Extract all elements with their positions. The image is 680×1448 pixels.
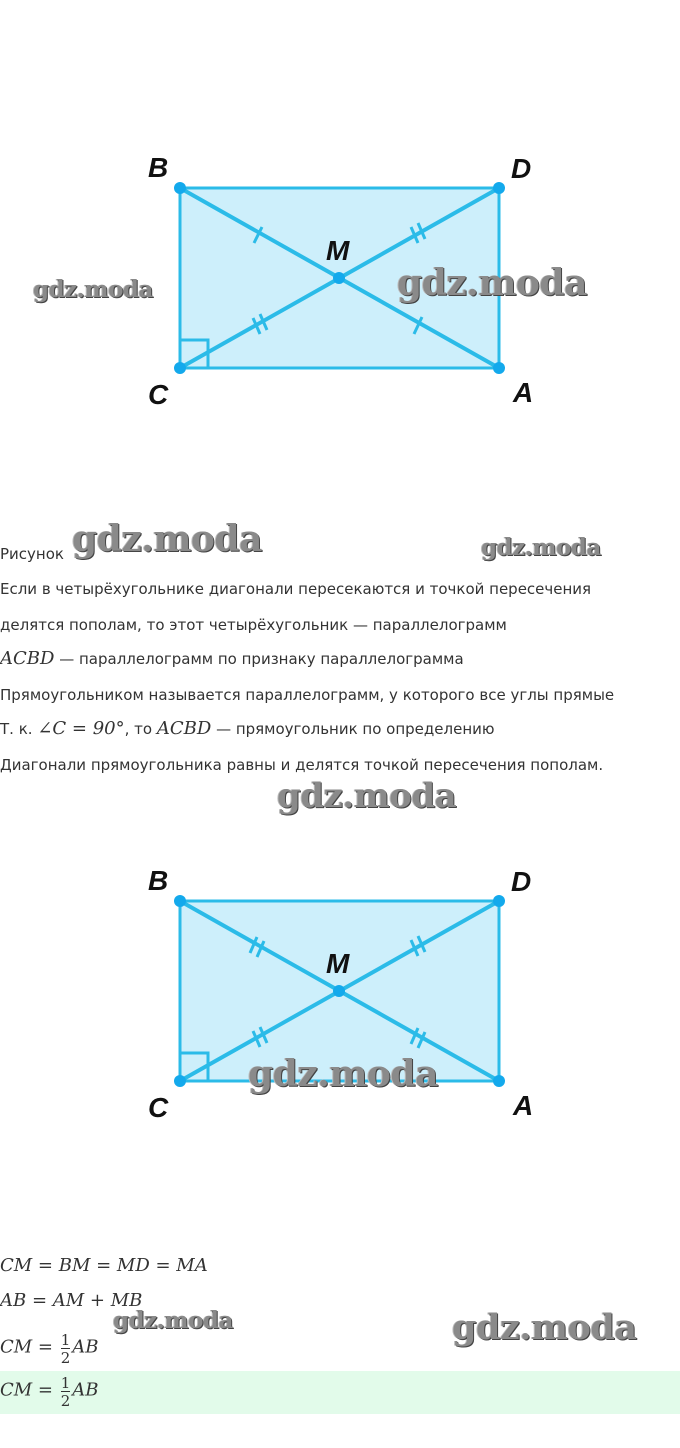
watermark: gdz.moda (113, 1307, 233, 1334)
watermark: gdz.moda (33, 276, 153, 303)
eq3-numerator: 1 (60, 1331, 71, 1349)
line5-mid: , то (124, 720, 153, 738)
watermark: gdz.moda (452, 1307, 637, 1348)
label-b-2: B (148, 865, 169, 896)
eq4-left: CM = (0, 1379, 54, 1401)
watermark: gdz.moda (72, 518, 262, 560)
point-d-2 (493, 895, 505, 907)
figure-rectangle-2 (0, 840, 680, 1140)
label-m-2: M (326, 948, 350, 979)
point-b (174, 182, 186, 194)
line5-suffix: — прямоугольник по определению (216, 720, 495, 738)
fraction-one-half (61, 1332, 71, 1363)
watermark: gdz.moda (481, 534, 601, 561)
line3-text: — параллелограмм по признаку параллелограмма (59, 650, 464, 668)
label-a-2: A (513, 1090, 534, 1121)
math-acbd-2: ACBD (156, 718, 212, 739)
caption: Рисунок (0, 545, 64, 563)
label-c: C (148, 379, 169, 410)
text-line-2: делятся пополам, то этот четырёхугольник — параллелограмм (0, 616, 507, 634)
eq3-right: AB (72, 1336, 99, 1358)
equation-4-answer (0, 1375, 99, 1406)
math-acbd: ACBD (0, 648, 55, 669)
watermark: gdz.moda (277, 776, 457, 816)
equation-2: AB = AM + MB (0, 1290, 143, 1311)
caption-line (0, 544, 64, 564)
eq4-numerator: 1 (60, 1374, 71, 1392)
figure-rectangle-1 (0, 0, 680, 440)
point-c-2 (174, 1075, 186, 1087)
point-a (493, 362, 505, 374)
label-a: A (513, 377, 534, 408)
line5-prefix: Т. к. (0, 720, 33, 738)
point-b-2 (174, 895, 186, 907)
text-line-4: Прямоугольником называется параллелограмм, у которого все углы прямые (0, 686, 615, 704)
label-c-2: C (148, 1092, 169, 1123)
eq4-right: AB (72, 1379, 99, 1401)
point-m-2 (333, 985, 345, 997)
point-c (174, 362, 186, 374)
equation-3 (0, 1332, 99, 1363)
label-b: B (148, 152, 169, 183)
label-m: M (326, 235, 350, 266)
text-line-3 (0, 649, 464, 669)
equation-1: CM = BM = MD = MA (0, 1255, 208, 1276)
eq3-denominator: 2 (60, 1349, 71, 1363)
label-d: D (511, 153, 532, 184)
watermark: gdz.moda (397, 262, 587, 304)
text-line-6: Диагонали прямоугольника равны и делятся точкой пересечения пополам. (0, 756, 604, 774)
point-d (493, 182, 505, 194)
watermark: gdz.moda (248, 1053, 438, 1095)
text-line-5 (0, 719, 495, 739)
point-a-2 (493, 1075, 505, 1087)
eq3-left: CM = (0, 1336, 54, 1358)
text-line-1: Если в четырёхугольнике диагонали пересекаются и точкой пересечения (0, 580, 592, 598)
math-angle-c: ∠C = 90° (37, 718, 125, 739)
answer-highlight (0, 1371, 680, 1414)
eq4-denominator: 2 (60, 1392, 71, 1406)
fraction-one-half-2 (61, 1375, 71, 1406)
point-m (333, 272, 345, 284)
label-d-2: D (511, 866, 532, 897)
